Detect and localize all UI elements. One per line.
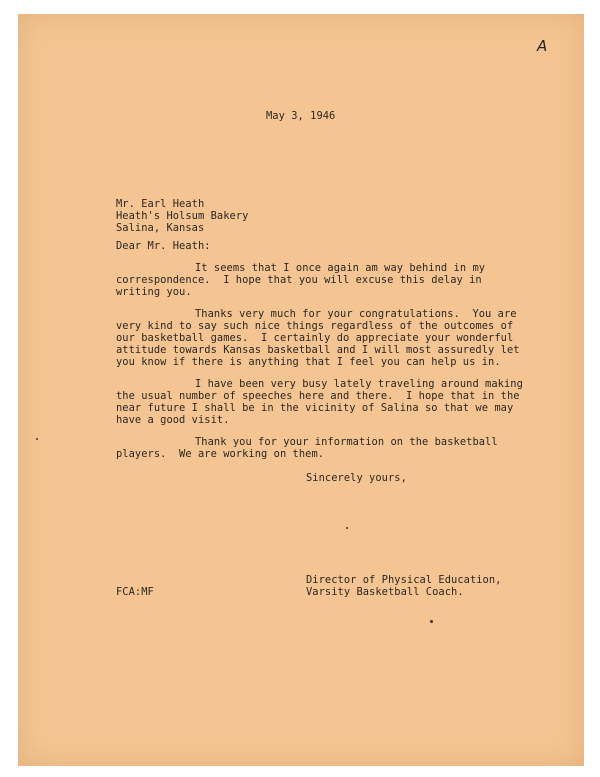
paragraph-2-line-2: very kind to say such nice things regardless of the outcomes of: [116, 320, 514, 332]
paragraph-2-line-5: you know if there is anything that I feel you can help us in.: [116, 356, 501, 368]
paragraph-1-line-3: writing you.: [116, 286, 192, 298]
recipient-name: Mr. Earl Heath: [116, 198, 205, 210]
recipient-company: Heath's Holsum Bakery: [116, 210, 249, 222]
paragraph-1-line-1: It seems that I once again am way behind in my: [195, 262, 486, 274]
paragraph-2-line-4: attitude towards Kansas basketball and I will most assuredly let: [116, 344, 520, 356]
paragraph-1-line-2: correspondence. I hope that you will excuse this delay in: [116, 274, 482, 286]
paragraph-3-line-1: I have been very busy lately traveling around making: [195, 378, 523, 390]
salutation: Dear Mr. Heath:: [116, 240, 211, 252]
letter-date: May 3, 1946: [266, 110, 336, 122]
paragraph-2-line-3: our basketball games. I certainly do appreciate your wonderful: [116, 332, 514, 344]
paragraph-3-line-2: the usual number of speeches here and there. I hope that in the: [116, 390, 520, 402]
paper-speck: [36, 438, 38, 440]
paper-speck: [346, 527, 348, 529]
paper-speck: [430, 620, 433, 623]
signature-title-line-2: Varsity Basketball Coach.: [306, 586, 464, 598]
typist-initials: FCA:MF: [116, 586, 154, 598]
paragraph-4-line-2: players. We are working on them.: [116, 448, 325, 460]
signature-title-line-1: Director of Physical Education,: [306, 574, 502, 586]
recipient-city: Salina, Kansas: [116, 222, 205, 234]
paragraph-2-line-1: Thanks very much for your congratulations. You are: [195, 308, 517, 320]
closing: Sincerely yours,: [306, 472, 407, 484]
paragraph-4-line-1: Thank you for your information on the basketball: [195, 436, 498, 448]
paragraph-3-line-4: have a good visit.: [116, 414, 230, 426]
corner-mark: A: [537, 37, 548, 55]
paragraph-3-line-3: near future I shall be in the vicinity of Salina so that we may: [116, 402, 514, 414]
